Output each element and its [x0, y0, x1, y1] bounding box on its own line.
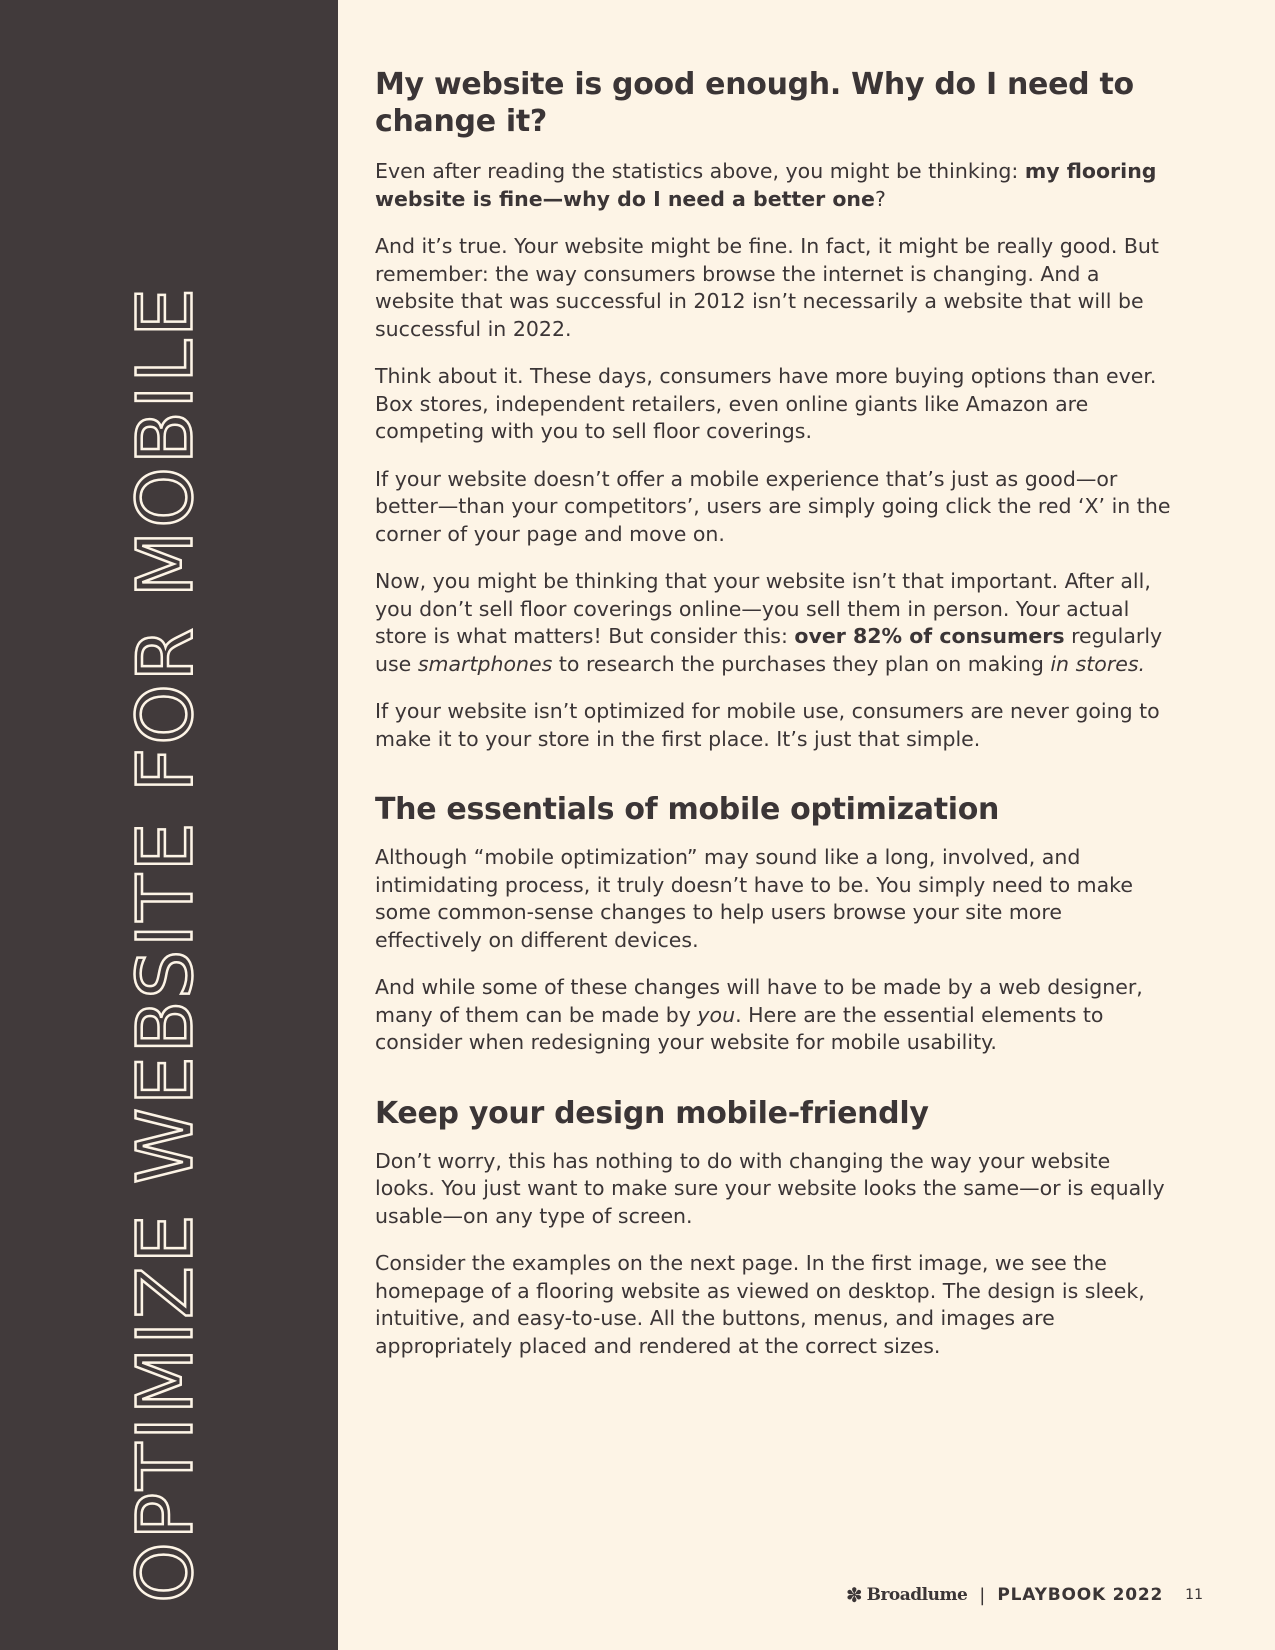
italic-text: you	[697, 1002, 736, 1027]
page-footer	[846, 1583, 1203, 1607]
paragraph	[375, 158, 1175, 213]
paragraph: Don’t worry, this has nothing to do with changing the way your website looks. You just want to make sure your website looks the same—or is equally usable—on any type of screen.	[375, 1148, 1165, 1228]
text: . Here are the essential elements to consider when redesigning your website for mobile usability.	[375, 1002, 1104, 1054]
bold-text: my flooring website is fine—why do I need a better one	[375, 159, 1157, 211]
sidebar	[0, 0, 338, 1650]
footer-separator: |	[979, 1584, 986, 1606]
page-number: 11	[1185, 1587, 1203, 1603]
section-heading-essentials: The essentials of mobile optimization	[375, 792, 1000, 827]
italic-text: smartphones	[417, 651, 553, 676]
paragraph: If your website isn’t optimized for mobile use, consumers are never going to make it to your store in the first place. It’s just that simple.	[375, 699, 1160, 751]
text: And while some of these changes will have to be made by a web designer, many of them can be made by	[375, 975, 1143, 1027]
section-heading-mobile-friendly: Keep your design mobile-friendly	[375, 1095, 929, 1131]
paragraph	[375, 974, 1175, 1057]
text: Even after reading the statistics above, you might be thinking:	[375, 159, 1025, 183]
paragraph: Consider the examples on the next page. In the first image, we see the homepage of a flooring website as viewed on desktop. The design is sleek, intuitive, and easy-to-use. All the buttons, menus, and images are appropriately placed and rendered at the correct sizes.	[375, 1251, 1145, 1358]
text: ?	[874, 186, 886, 211]
brand-name: Broadlume	[866, 1585, 968, 1605]
paragraph	[375, 568, 1175, 678]
italic-text: in stores.	[1050, 651, 1146, 676]
paragraph: Although “mobile optimization” may sound like a long, involved, and intimidating process, it truly doesn’t have to be. You simply need to make some common-sense changes to help users browse your site more effectively on different devices.	[375, 845, 1133, 952]
paragraph: If your website doesn’t offer a mobile experience that’s just as good—or better—than your competitors’, users are simply going click the red ‘X’ in the corner of your page and move on.	[375, 466, 1171, 546]
section-heading-why-change: My website is good enough. Why do I need to change it?	[375, 67, 1134, 139]
main-content	[375, 66, 1175, 1380]
playbook-label: PLAYBOOK 2022	[997, 1585, 1164, 1605]
text: Now, you might be thinking that your website isn’t that important. After all, you don’t sell floor coverings online—you sell them in person. Your actual store is what matters! But consider this:	[375, 569, 1151, 648]
sidebar-title: OPTIMIZE WEBSITE FOR MOBILE	[121, 285, 211, 1603]
bold-text: over 82% of consumers	[794, 624, 1065, 648]
flower-logo-icon: ✽	[845, 1583, 863, 1607]
text: to research the purchases they plan on making	[552, 651, 1051, 676]
paragraph: And it’s true. Your website might be fine. In fact, it might be really good. But remember: the way consumers browse the internet is changing. And a website that was successful in 2012 isn’t necessarily a website that will be successful in 2022.	[375, 234, 1159, 341]
text: regularly use	[375, 624, 1163, 676]
paragraph: Think about it. These days, consumers have more buying options than ever. Box stores, independent retailers, even online giants like Amazon are competing with you to sell floor coverings.	[375, 364, 1157, 443]
